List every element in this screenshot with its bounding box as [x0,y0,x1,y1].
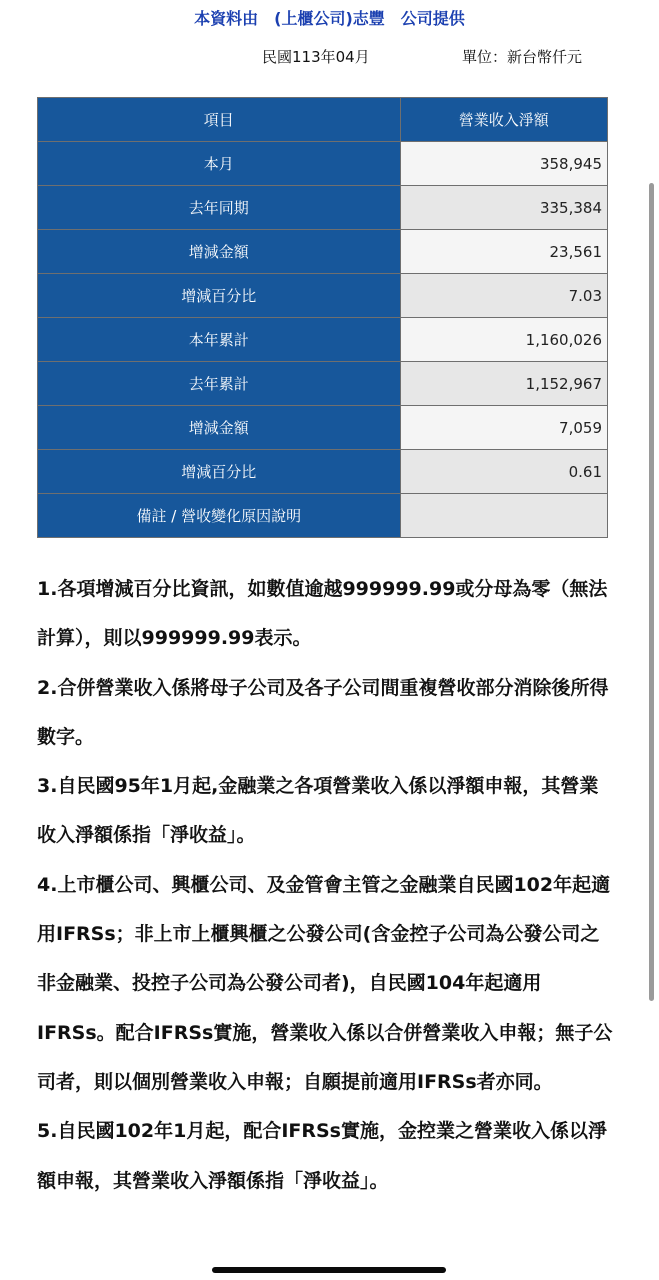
table-row [38,142,608,186]
row-value: 335,384 [400,186,607,230]
table-row [38,450,608,494]
row-value: 23,561 [400,230,607,274]
column-header-item: 項目 [38,98,401,142]
note-item: 4.上市櫃公司、興櫃公司、及金管會主管之金融業自民國102年起適用IFRSs；非上市上櫃興櫃之公發公司(含金控子公司為公發公司之非金融業、投控子公司為公發公司者)，自民國104年起適用IFRSs。配合IFRSs實施，營業收入係以合併營業收入申報；無子公司者，則以個別營業收入申報；自願提前適用IFRSs者亦同。 [37,873,613,1093]
table-row [38,186,608,230]
home-indicator[interactable] [212,1267,446,1273]
notes-section [37,565,617,1206]
row-label: 增減金額 [38,406,401,450]
table-row [38,362,608,406]
column-header-revenue: 營業收入淨額 [400,98,607,142]
row-label: 增減百分比 [38,274,401,318]
row-label: 去年同期 [38,186,401,230]
report-period: 民國113年04月 [262,48,370,66]
row-value: 0.61 [400,450,607,494]
remarks-value [400,494,607,538]
row-value: 7.03 [400,274,607,318]
row-label: 本月 [38,142,401,186]
note-item: 1.各項增減百分比資訊，如數值逾越999999.99或分母為零（無法計算），則以999999.99表示。 [37,578,608,650]
row-label: 增減百分比 [38,450,401,494]
table-row [38,318,608,362]
row-label: 本年累計 [38,318,401,362]
table-row [38,230,608,274]
row-value: 7,059 [400,406,607,450]
table-row [38,274,608,318]
row-label: 增減金額 [38,230,401,274]
row-value: 358,945 [400,142,607,186]
table-row [38,406,608,450]
note-item: 2.合併營業收入係將母子公司及各子公司間重複營收部分消除後所得數字。 [37,676,609,748]
revenue-table [37,97,608,538]
row-value: 1,152,967 [400,362,607,406]
table-row-remarks [38,494,608,538]
table-header-row [38,98,608,142]
row-label: 備註 / 營收變化原因說明 [38,494,401,538]
note-item: 5.自民國102年1月起，配合IFRSs實施，金控業之營業收入係以淨額申報，其營業收入淨額係指「淨收益」。 [37,1120,607,1192]
data-source-line: 本資料由 (上櫃公司)志豐 公司提供 [194,9,465,28]
note-item: 3.自民國95年1月起,金融業之各項營業收入係以淨額申報，其營業收入淨額係指「淨收益」。 [37,775,599,847]
vertical-scrollbar[interactable] [649,183,654,1001]
row-label: 去年累計 [38,362,401,406]
row-value: 1,160,026 [400,318,607,362]
currency-unit: 單位：新台幣仟元 [462,48,583,66]
